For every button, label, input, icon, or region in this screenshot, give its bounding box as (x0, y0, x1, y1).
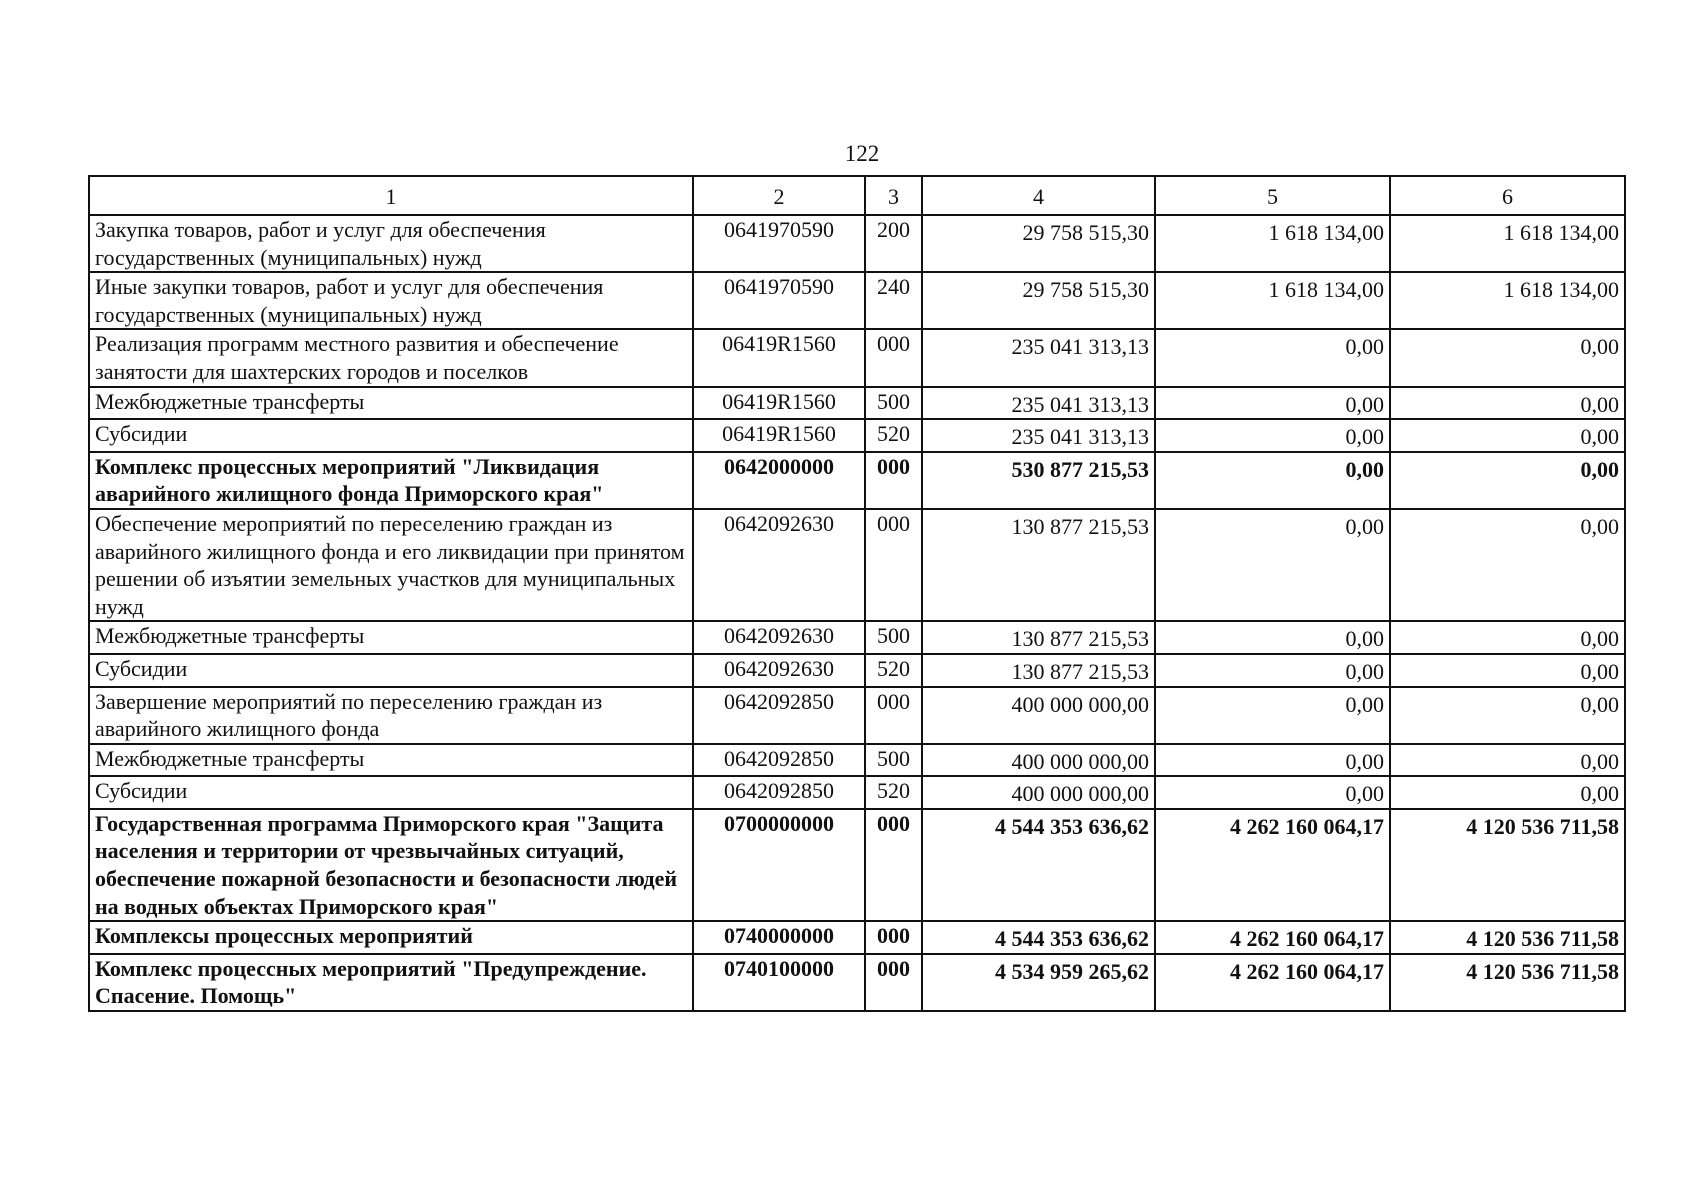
row-sum-col4-cell (922, 687, 1155, 744)
row-sum-col4-cell (922, 452, 1155, 509)
row-name-cell: Комплекс процессных мероприятий "Предупреждение. Спасение. Помощь" (89, 954, 693, 1011)
table-header-row (89, 176, 1625, 215)
row-type-cell: 200 (865, 215, 922, 272)
row-sum-col5-value: 0,00 (1345, 691, 1384, 717)
row-name-cell: Субсидии (89, 776, 693, 809)
row-code-cell: 0642092850 (693, 744, 865, 777)
row-code-cell: 06419R1560 (693, 329, 865, 386)
row-sum-col6-value: 4 120 536 711,58 (1466, 926, 1619, 952)
row-sum-col6-cell (1390, 954, 1625, 1011)
row-name-cell: Государственная программа Приморского края "Защита населения и территории от чрезвычайных ситуаций, обеспечение пожарной безопасности и безопасности людей на водных объектах Приморского края" (89, 809, 693, 921)
row-name-cell: Межбюджетные трансферты (89, 387, 693, 420)
row-sum-col5-cell (1155, 215, 1390, 272)
row-code-cell: 0700000000 (693, 809, 865, 921)
row-sum-col4-value: 4 544 353 636,62 (995, 926, 1149, 952)
row-code-cell: 0642092850 (693, 776, 865, 809)
row-sum-col5-cell (1155, 921, 1390, 954)
row-sum-col4-value: 530 877 215,53 (1011, 456, 1149, 482)
row-sum-col4-cell (922, 621, 1155, 654)
row-sum-col6-cell (1390, 621, 1625, 654)
header-col-4: 4 (922, 176, 1155, 215)
row-sum-col6-value: 0,00 (1580, 391, 1619, 417)
row-sum-col5-cell (1155, 744, 1390, 777)
row-sum-col5-value: 0,00 (1345, 781, 1384, 807)
row-code-cell: 0641970590 (693, 215, 865, 272)
header-col-6: 6 (1390, 176, 1625, 215)
row-code-cell: 0642092850 (693, 687, 865, 744)
row-sum-col4-cell (922, 387, 1155, 420)
row-code-cell: 0740100000 (693, 954, 865, 1011)
row-name-cell: Комплекс процессных мероприятий "Ликвидация аварийного жилищного фонда Приморского края" (89, 452, 693, 509)
row-sum-col6-value: 0,00 (1580, 424, 1619, 450)
header-col-3: 3 (865, 176, 922, 215)
row-sum-col4-value: 4 534 959 265,62 (995, 958, 1149, 984)
page-number: 122 (844, 141, 880, 166)
row-sum-col6-value: 0,00 (1580, 513, 1619, 539)
row-sum-col4-value: 235 041 313,13 (1011, 334, 1149, 360)
row-sum-col6-cell (1390, 921, 1625, 954)
row-sum-col6-cell (1390, 809, 1625, 921)
row-name-cell: Межбюджетные трансферты (89, 744, 693, 777)
header-col-1: 1 (89, 176, 693, 215)
row-sum-col5-cell (1155, 776, 1390, 809)
row-sum-col5-cell (1155, 509, 1390, 621)
row-sum-col6-value: 4 120 536 711,58 (1466, 813, 1619, 839)
table-row (89, 744, 1625, 777)
row-name-cell: Обеспечение мероприятий по переселению граждан из аварийного жилищного фонда и его ликвидации при принятом решении об изъятии земельных участков для муниципальных нужд (89, 509, 693, 621)
row-type-cell: 000 (865, 687, 922, 744)
row-sum-col6-cell (1390, 387, 1625, 420)
row-sum-col4-value: 400 000 000,00 (1011, 781, 1149, 807)
row-code-cell: 0740000000 (693, 921, 865, 954)
row-sum-col4-value: 29 758 515,30 (1022, 220, 1149, 245)
table-row (89, 654, 1625, 687)
row-sum-col6-cell (1390, 654, 1625, 687)
row-sum-col5-value: 1 618 134,00 (1268, 277, 1384, 303)
table-row (89, 272, 1625, 329)
row-sum-col5-cell (1155, 387, 1390, 420)
row-code-cell: 0642000000 (693, 452, 865, 509)
row-sum-col5-value: 4 262 160 064,17 (1230, 926, 1384, 952)
row-type-cell: 000 (865, 954, 922, 1011)
row-sum-col5-value: 0,00 (1345, 748, 1384, 774)
row-code-cell: 06419R1560 (693, 419, 865, 452)
row-sum-col4-value: 130 877 215,53 (1011, 513, 1149, 539)
row-sum-col6-value: 1 618 134,00 (1503, 220, 1619, 245)
row-sum-col6-value: 0,00 (1580, 748, 1619, 774)
row-sum-col5-cell (1155, 419, 1390, 452)
row-sum-col6-value: 0,00 (1580, 334, 1619, 360)
row-sum-col6-cell (1390, 509, 1625, 621)
row-sum-col5-cell (1155, 452, 1390, 509)
row-name-cell: Закупка товаров, работ и услуг для обеспечения государственных (муниципальных) нужд (89, 215, 693, 272)
row-sum-col4-cell (922, 654, 1155, 687)
row-code-cell: 0642092630 (693, 621, 865, 654)
row-sum-col5-value: 0,00 (1345, 391, 1384, 417)
row-name-cell: Комплексы процессных мероприятий (89, 921, 693, 954)
row-sum-col6-cell (1390, 452, 1625, 509)
row-code-cell: 06419R1560 (693, 387, 865, 420)
row-sum-col5-value: 1 618 134,00 (1268, 220, 1384, 245)
row-sum-col5-value: 0,00 (1345, 658, 1384, 684)
row-sum-col5-cell (1155, 809, 1390, 921)
row-type-cell: 000 (865, 509, 922, 621)
table-row (89, 621, 1625, 654)
row-sum-col5-cell (1155, 654, 1390, 687)
row-sum-col5-cell (1155, 621, 1390, 654)
row-sum-col4-value: 4 544 353 636,62 (995, 813, 1149, 839)
row-sum-col6-value: 0,00 (1580, 781, 1619, 807)
row-sum-col6-cell (1390, 744, 1625, 777)
row-sum-col5-cell (1155, 687, 1390, 744)
table-row (89, 419, 1625, 452)
row-type-cell: 000 (865, 452, 922, 509)
row-type-cell: 240 (865, 272, 922, 329)
row-sum-col4-cell (922, 954, 1155, 1011)
row-type-cell: 500 (865, 387, 922, 420)
row-sum-col4-value: 130 877 215,53 (1011, 658, 1149, 684)
row-sum-col4-cell (922, 921, 1155, 954)
row-sum-col4-cell (922, 809, 1155, 921)
row-sum-col4-value: 400 000 000,00 (1011, 691, 1149, 717)
row-sum-col6-cell (1390, 272, 1625, 329)
row-sum-col6-cell (1390, 687, 1625, 744)
row-name-cell: Субсидии (89, 419, 693, 452)
row-name-cell: Субсидии (89, 654, 693, 687)
row-sum-col6-value: 1 618 134,00 (1503, 277, 1619, 303)
table-row (89, 954, 1625, 1011)
row-sum-col5-value: 0,00 (1345, 334, 1384, 360)
row-sum-col6-cell (1390, 776, 1625, 809)
row-sum-col5-value: 4 262 160 064,17 (1230, 813, 1384, 839)
row-name-cell: Завершение мероприятий по переселению граждан из аварийного жилищного фонда (89, 687, 693, 744)
row-sum-col4-value: 235 041 313,13 (1011, 391, 1149, 417)
row-sum-col4-cell (922, 419, 1155, 452)
header-col-2: 2 (693, 176, 865, 215)
row-code-cell: 0642092630 (693, 654, 865, 687)
row-type-cell: 000 (865, 329, 922, 386)
row-sum-col4-cell (922, 272, 1155, 329)
row-sum-col5-cell (1155, 329, 1390, 386)
row-sum-col6-value: 4 120 536 711,58 (1466, 958, 1619, 984)
row-sum-col6-cell (1390, 329, 1625, 386)
row-name-cell: Межбюджетные трансферты (89, 621, 693, 654)
table-row (89, 387, 1625, 420)
table-row (89, 809, 1625, 921)
row-code-cell: 0641970590 (693, 272, 865, 329)
row-type-cell: 500 (865, 621, 922, 654)
row-type-cell: 520 (865, 654, 922, 687)
row-sum-col4-cell (922, 329, 1155, 386)
row-type-cell: 520 (865, 419, 922, 452)
row-sum-col6-value: 0,00 (1580, 456, 1619, 482)
budget-table-body (89, 176, 1625, 1011)
row-name-cell: Реализация программ местного развития и обеспечение занятости для шахтерских городов и поселков (89, 329, 693, 386)
row-sum-col4-value: 130 877 215,53 (1011, 626, 1149, 652)
row-type-cell: 500 (865, 744, 922, 777)
table-row (89, 921, 1625, 954)
row-sum-col4-cell (922, 776, 1155, 809)
row-sum-col4-cell (922, 509, 1155, 621)
table-row (89, 509, 1625, 621)
row-sum-col4-value: 400 000 000,00 (1011, 748, 1149, 774)
row-sum-col4-value: 29 758 515,30 (1022, 277, 1149, 303)
row-sum-col6-cell (1390, 419, 1625, 452)
row-sum-col6-cell (1390, 215, 1625, 272)
row-sum-col5-value: 0,00 (1345, 513, 1384, 539)
budget-table (88, 175, 1626, 1012)
row-sum-col5-cell (1155, 954, 1390, 1011)
row-sum-col6-value: 0,00 (1580, 626, 1619, 652)
row-type-cell: 000 (865, 809, 922, 921)
table-row (89, 215, 1625, 272)
row-sum-col6-value: 0,00 (1580, 658, 1619, 684)
header-col-5: 5 (1155, 176, 1390, 215)
row-type-cell: 520 (865, 776, 922, 809)
row-sum-col6-value: 0,00 (1580, 691, 1619, 717)
row-sum-col4-cell (922, 215, 1155, 272)
row-sum-col4-value: 235 041 313,13 (1011, 424, 1149, 450)
row-sum-col5-value: 0,00 (1345, 626, 1384, 652)
table-row (89, 776, 1625, 809)
row-sum-col5-value: 0,00 (1345, 424, 1384, 450)
row-sum-col5-value: 4 262 160 064,17 (1230, 958, 1384, 984)
row-sum-col5-cell (1155, 272, 1390, 329)
row-type-cell: 000 (865, 921, 922, 954)
row-sum-col5-value: 0,00 (1345, 456, 1384, 482)
table-row (89, 329, 1625, 386)
row-name-cell: Иные закупки товаров, работ и услуг для обеспечения государственных (муниципальных) нужд (89, 272, 693, 329)
row-code-cell: 0642092630 (693, 509, 865, 621)
table-row (89, 687, 1625, 744)
table-row (89, 452, 1625, 509)
row-sum-col4-cell (922, 744, 1155, 777)
